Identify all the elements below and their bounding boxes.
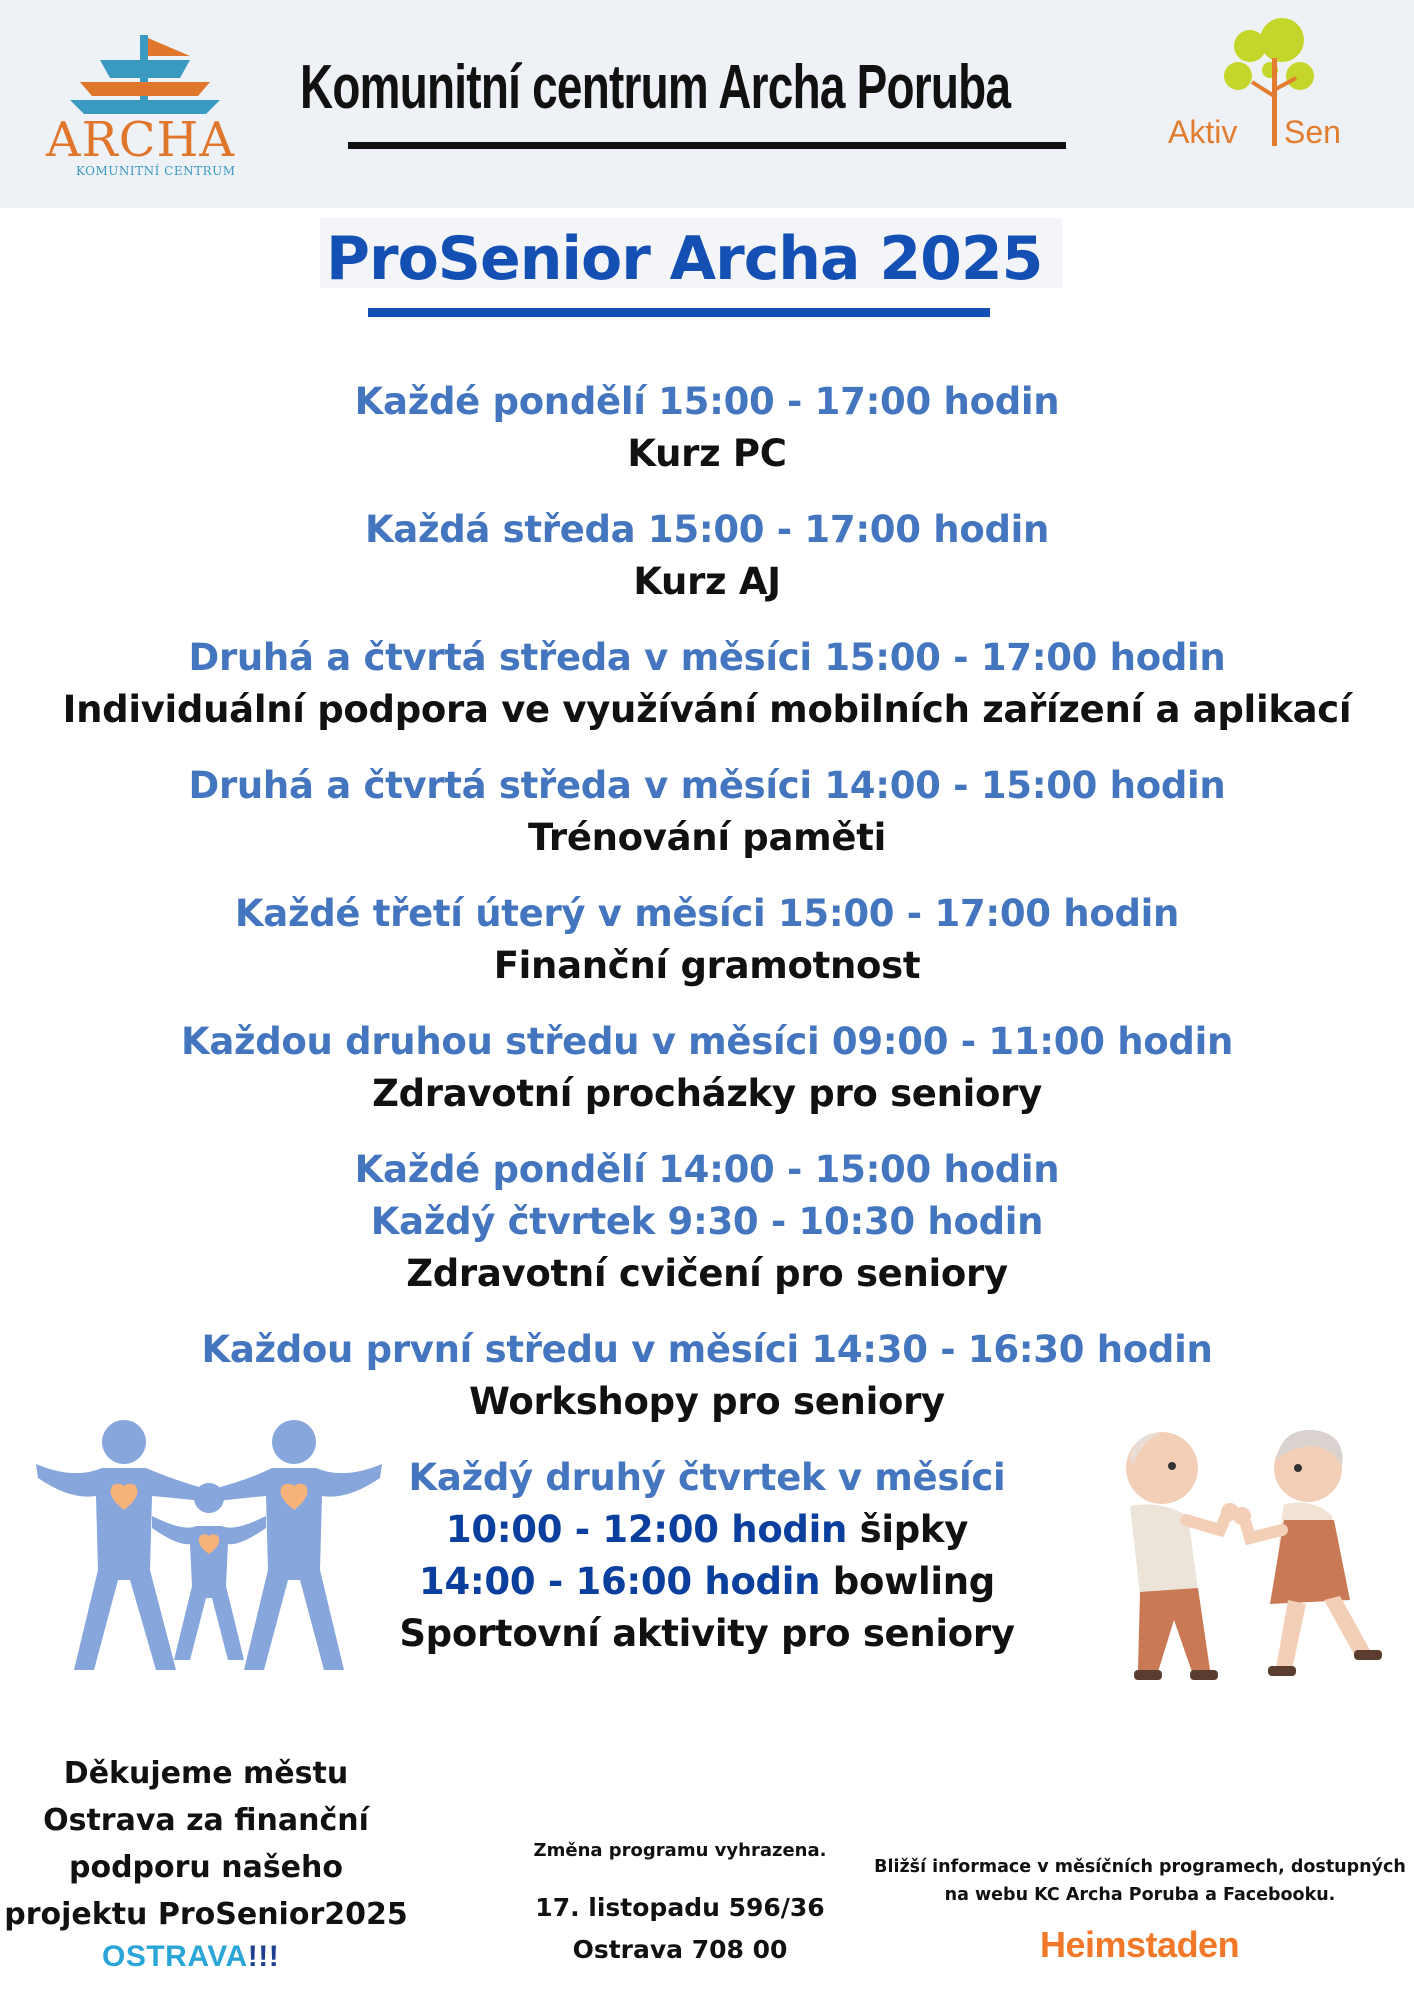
spacer: [480, 1861, 880, 1887]
heimstaden-logo[interactable]: Heimstaden: [1040, 1924, 1240, 1965]
header-band: [0, 0, 1414, 208]
family-illustration: [34, 1420, 384, 1670]
sports-slot-time: 10:00 - 12:00 hodin: [445, 1508, 848, 1551]
program-title: ProSenior Archa 2025: [326, 224, 1043, 294]
schedule-time-secondary: Každý čtvrtek 9:30 - 10:30 hodin: [370, 1200, 1044, 1243]
schedule-item-english-course: [0, 504, 1414, 608]
schedule-activity: Zdravotní procházky pro seniory: [372, 1072, 1042, 1115]
ostrava-logo[interactable]: [102, 1940, 279, 1974]
schedule-item-financial-literacy: [0, 888, 1414, 992]
thanks-text: [0, 1750, 412, 1938]
archa-logo[interactable]: [40, 30, 250, 180]
ostrava-logo-word: OSTRAVA: [102, 1940, 248, 1973]
schedule-activity: Sportovní aktivity pro seniory: [399, 1612, 1015, 1655]
schedule-activity: Kurz AJ: [633, 560, 781, 603]
archa-logo-subtitle: KOMUNITNÍ CENTRUM: [76, 164, 236, 178]
schedule-time: Druhá a čtvrtá středa v měsíci 15:00 - 17:00 hodin: [188, 636, 1226, 679]
program-title-underline: [368, 308, 990, 317]
program-change-note: Změna programu vyhrazena.: [533, 1840, 827, 1861]
schedule-item-memory-training: [0, 760, 1414, 864]
address-street: 17. listopadu 596/36: [535, 1893, 825, 1922]
thanks-line: podporu našeho: [68, 1850, 343, 1885]
senior-couple-illustration: [1070, 1420, 1390, 1700]
schedule-activity: Trénování paměti: [528, 816, 886, 859]
schedule-time: Každé třetí úterý v měsíci 15:00 - 17:00 hodin: [234, 892, 1180, 935]
schedule-time: Každá středa 15:00 - 17:00 hodin: [364, 508, 1050, 551]
aktivsen-word-right: Sen: [1284, 114, 1341, 150]
schedule-time: Každou první středu v měsíci 14:30 - 16:30 hodin: [201, 1328, 1213, 1371]
archa-logo-word: ARCHA: [46, 112, 236, 168]
info-line: na webu KC Archa Poruba a Facebooku.: [944, 1885, 1336, 1905]
schedule-time: Každý druhý čtvrtek v měsíci: [408, 1456, 1006, 1499]
thanks-line: Ostrava za finanční: [43, 1803, 369, 1838]
schedule-item-health-walks: [0, 1016, 1414, 1120]
ark-boat-icon: [40, 30, 250, 120]
schedule-time: Každé pondělí 14:00 - 15:00 hodin: [354, 1148, 1060, 1191]
schedule-activity: Workshopy pro seniory: [469, 1380, 945, 1423]
schedule-item-pc-course: [0, 376, 1414, 480]
sports-slot-time: 14:00 - 16:00 hodin: [419, 1560, 821, 1603]
sports-slot-activity: šipky: [859, 1508, 969, 1551]
page-title: Komunitní centrum Archa Poruba: [300, 53, 1011, 122]
title-underline: [348, 142, 1066, 149]
schedule-item-health-exercise: [0, 1144, 1414, 1300]
contact-block: [480, 1840, 880, 1971]
address-city: Ostrava 708 00: [572, 1935, 788, 1964]
schedule-activity: Kurz PC: [627, 432, 787, 475]
info-note: [870, 1853, 1410, 1909]
aktivsen-logo[interactable]: [1160, 18, 1360, 148]
thanks-line: projektu ProSenior2025: [4, 1897, 408, 1932]
info-line: Bližší informace v měsíčních programech, dostupných: [874, 1857, 1406, 1877]
aktivsen-word-left: Aktiv: [1168, 114, 1238, 150]
schedule-time: Každou druhou středu v měsíci 09:00 - 11:00 hodin: [180, 1020, 1234, 1063]
schedule-activity: Finanční gramotnost: [493, 944, 921, 987]
schedule-time: Každé pondělí 15:00 - 17:00 hodin: [354, 380, 1060, 423]
thanks-line: Děkujeme městu: [63, 1756, 349, 1791]
schedule-activity: Individuální podpora ve využívání mobilních zařízení a aplikací: [62, 688, 1352, 731]
schedule-item-mobile-support: [0, 632, 1414, 736]
ostrava-logo-mark: !!!: [247, 1940, 280, 1973]
schedule-item-workshops: [0, 1324, 1414, 1428]
schedule-time: Druhá a čtvrtá středa v měsíci 14:00 - 15:00 hodin: [188, 764, 1226, 807]
sports-slot-activity: bowling: [832, 1560, 995, 1603]
schedule-activity: Zdravotní cvičení pro seniory: [406, 1252, 1008, 1295]
